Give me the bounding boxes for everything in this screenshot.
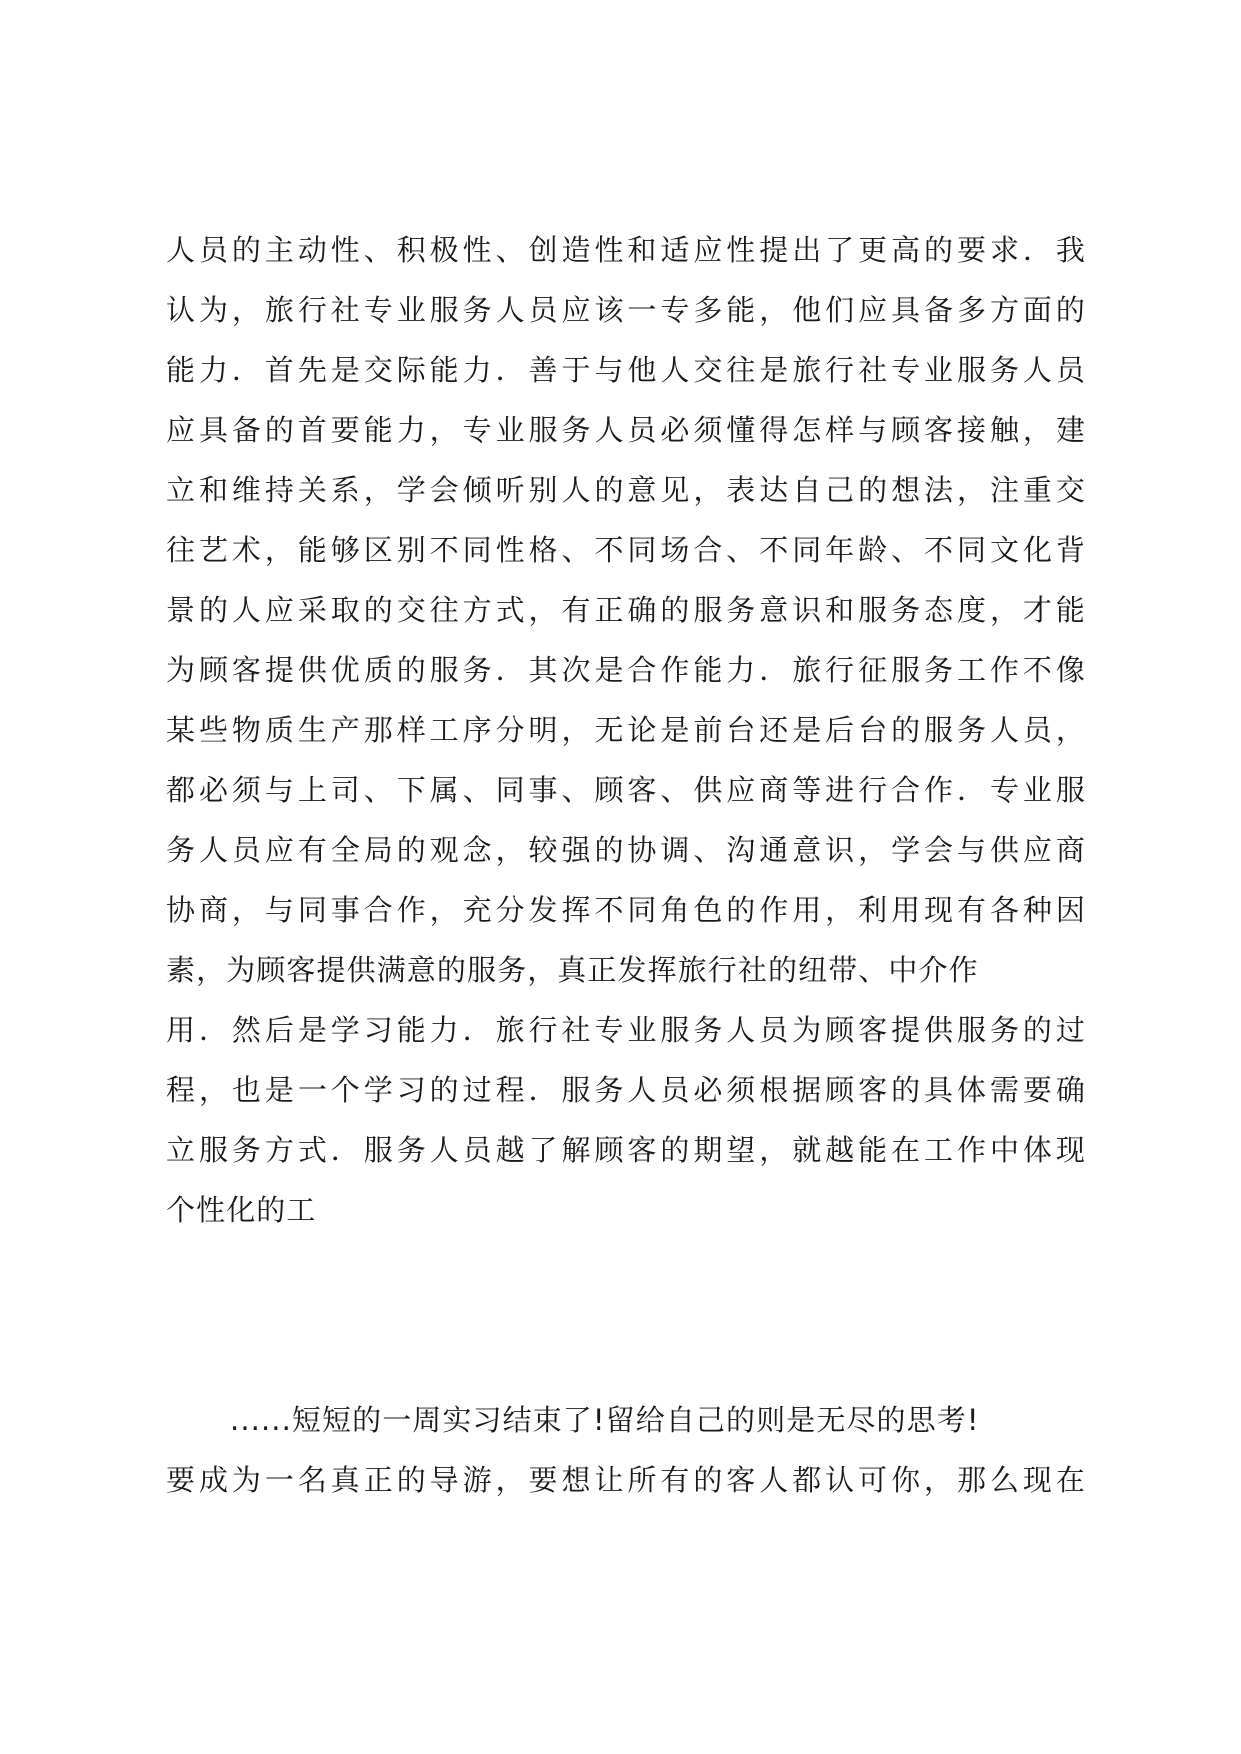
paragraph-line: 往艺术，能够区别不同性格、不同场合、不同年龄、不同文化背 — [166, 533, 1086, 567]
paragraph-line: 素，为顾客提供满意的服务，真正发挥旅行社的纽带、中介作 — [166, 953, 979, 987]
paragraph-line: 个性化的工 — [166, 1193, 317, 1227]
body-paragraph-2 — [166, 1390, 1086, 1510]
paragraph-line: 立和维持关系，学会倾听别人的意见，表达自己的想法，注重交 — [166, 473, 1086, 507]
paragraph-line: 应具备的首要能力，专业服务人员必须懂得怎样与顾客接触，建 — [166, 413, 1086, 447]
paragraph-line: 协商，与同事合作，充分发挥不同角色的作用，利用现有各种因 — [166, 893, 1086, 927]
paragraph-line: 人员的主动性、积极性、创造性和适应性提出了更高的要求．我 — [166, 233, 1086, 267]
body-paragraph-1 — [166, 220, 1086, 1240]
paragraph-line: 立服务方式．服务人员越了解顾客的期望，就越能在工作中体现 — [166, 1133, 1086, 1167]
paragraph-line: 认为，旅行社专业服务人员应该一专多能，他们应具备多方面的 — [166, 293, 1086, 327]
paragraph-line: 能力．首先是交际能力．善于与他人交往是旅行社专业服务人员 — [166, 353, 1086, 387]
paragraph-line: 景的人应采取的交往方式，有正确的服务意识和服务态度，才能 — [166, 593, 1086, 627]
paragraph-line: ......短短的一周实习结束了!留给自己的则是无尽的思考! — [230, 1403, 980, 1437]
paragraph-line: 要成为一名真正的导游，要想让所有的客人都认可你，那么现在 — [166, 1463, 1086, 1497]
paragraph-line: 务人员应有全局的观念，较强的协调、沟通意识，学会与供应商 — [166, 833, 1086, 867]
paragraph-line: 都必须与上司、下属、同事、顾客、供应商等进行合作．专业服 — [166, 773, 1086, 807]
paragraph-line: 某些物质生产那样工序分明，无论是前台还是后台的服务人员， — [166, 713, 1086, 747]
paragraph-line: 用．然后是学习能力．旅行社专业服务人员为顾客提供服务的过 — [166, 1013, 1086, 1047]
paragraph-line: 为顾客提供优质的服务．其次是合作能力．旅行征服务工作不像 — [166, 653, 1086, 687]
paragraph-line: 程，也是一个学习的过程．服务人员必须根据顾客的具体需要确 — [166, 1073, 1086, 1107]
